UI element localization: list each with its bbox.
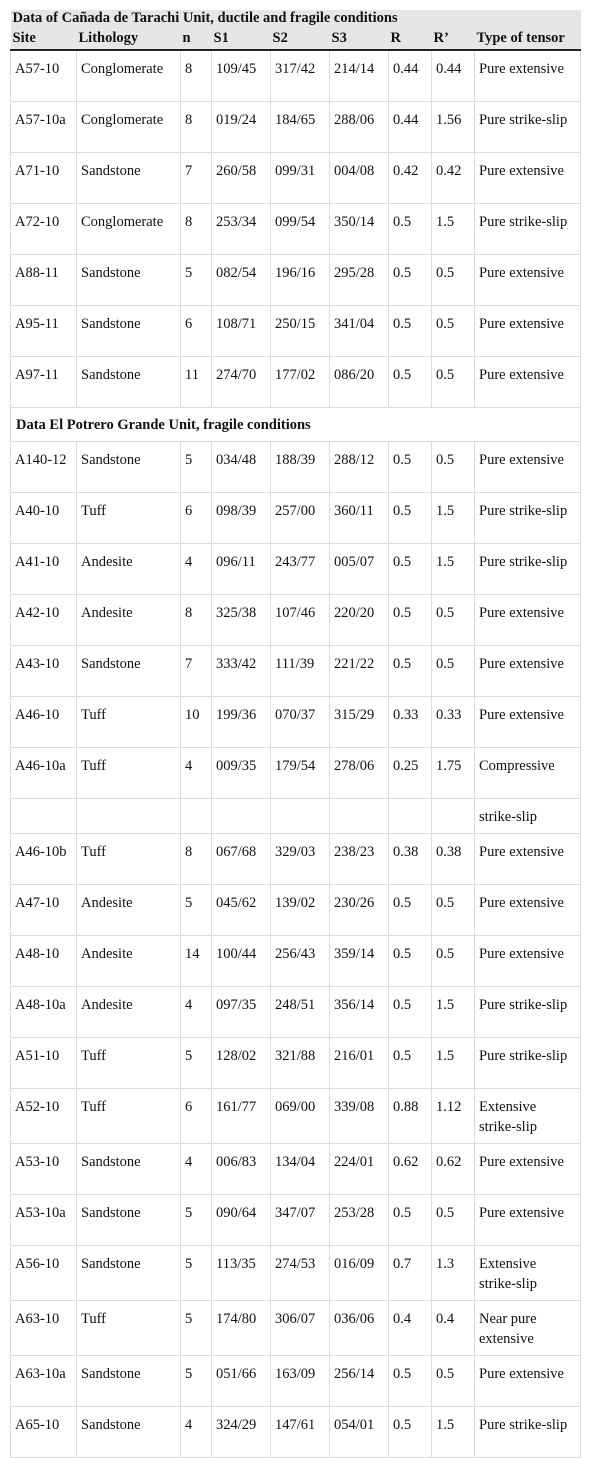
cell-s1: 333/42 (212, 645, 271, 696)
cell-r: 0.25 (389, 747, 432, 798)
cell-lithology: Sandstone (77, 1194, 181, 1245)
cell-r-prime: 0.5 (432, 935, 475, 986)
cell-site: A56-10 (11, 1245, 77, 1300)
cell-s3 (330, 798, 389, 833)
cell-lithology: Sandstone (77, 1143, 181, 1194)
cell-site: A48-10a (11, 986, 77, 1037)
cell-n: 7 (181, 645, 212, 696)
cell-n: 5 (181, 1355, 212, 1406)
cell-s1: 051/66 (212, 1355, 271, 1406)
cell-s1: 260/58 (212, 152, 271, 203)
cell-r: 0.5 (389, 356, 432, 407)
cell-s1: 128/02 (212, 1037, 271, 1088)
cell-s1: 009/35 (212, 747, 271, 798)
cell-type-of-tensor: Extensive strike-slip (475, 1245, 581, 1300)
cell-site: A43-10 (11, 645, 77, 696)
cell-r: 0.38 (389, 833, 432, 884)
cell-s3: 256/14 (330, 1355, 389, 1406)
header-type-of-tensor: Type of tensor (475, 27, 581, 50)
cell-n: 5 (181, 1245, 212, 1300)
table-body (11, 50, 581, 1457)
cell-s2: 070/37 (271, 696, 330, 747)
cell-lithology: Sandstone (77, 254, 181, 305)
cell-s3: 221/22 (330, 645, 389, 696)
header-s1: S1 (212, 27, 271, 50)
table-row (11, 305, 581, 356)
cell-r-prime: 0.5 (432, 1194, 475, 1245)
cell-s3: 341/04 (330, 305, 389, 356)
table-row (11, 492, 581, 543)
cell-r: 0.5 (389, 935, 432, 986)
cell-s2: 139/02 (271, 884, 330, 935)
cell-lithology: Andesite (77, 935, 181, 986)
cell-s1: 253/34 (212, 203, 271, 254)
cell-s1: 006/83 (212, 1143, 271, 1194)
cell-site: A57-10a (11, 101, 77, 152)
cell-n: 8 (181, 594, 212, 645)
cell-r-prime: 0.5 (432, 356, 475, 407)
cell-site: A57-10 (11, 50, 77, 101)
cell-lithology: Tuff (77, 747, 181, 798)
cell-site: A95-11 (11, 305, 77, 356)
cell-r-prime: 1.12 (432, 1088, 475, 1143)
cell-r-prime: 1.5 (432, 986, 475, 1037)
cell-s2: 107/46 (271, 594, 330, 645)
table-row (11, 1355, 581, 1406)
cell-s1: 100/44 (212, 935, 271, 986)
cell-lithology: Sandstone (77, 645, 181, 696)
cell-s1: 082/54 (212, 254, 271, 305)
cell-lithology: Conglomerate (77, 50, 181, 101)
table-row (11, 1406, 581, 1457)
cell-r-prime: 0.5 (432, 884, 475, 935)
cell-s3: 356/14 (330, 986, 389, 1037)
cell-type-of-tensor: Pure extensive (475, 1355, 581, 1406)
cell-lithology: Sandstone (77, 356, 181, 407)
cell-s1: 034/48 (212, 441, 271, 492)
cell-s3: 224/01 (330, 1143, 389, 1194)
cell-s2: 111/39 (271, 645, 330, 696)
cell-n: 11 (181, 356, 212, 407)
cell-n: 5 (181, 254, 212, 305)
cell-n: 7 (181, 152, 212, 203)
cell-r: 0.5 (389, 884, 432, 935)
cell-r: 0.44 (389, 101, 432, 152)
table-row (11, 696, 581, 747)
cell-s3: 005/07 (330, 543, 389, 594)
cell-s2: 274/53 (271, 1245, 330, 1300)
cell-r: 0.5 (389, 645, 432, 696)
cell-s2: 329/03 (271, 833, 330, 884)
cell-r-prime: 0.33 (432, 696, 475, 747)
cell-site: A52-10 (11, 1088, 77, 1143)
cell-s1: 067/68 (212, 833, 271, 884)
cell-s1: 109/45 (212, 50, 271, 101)
cell-s1: 090/64 (212, 1194, 271, 1245)
header-s2: S2 (271, 27, 330, 50)
cell-s2: 317/42 (271, 50, 330, 101)
header-site: Site (11, 27, 77, 50)
cell-s2: 250/15 (271, 305, 330, 356)
cell-s3: 216/01 (330, 1037, 389, 1088)
cell-site: A46-10b (11, 833, 77, 884)
cell-lithology (77, 798, 181, 833)
cell-lithology: Tuff (77, 1037, 181, 1088)
cell-lithology: Tuff (77, 1088, 181, 1143)
cell-lithology: Andesite (77, 543, 181, 594)
data-table-container (10, 10, 580, 1458)
cell-s1: 097/35 (212, 986, 271, 1037)
cell-s3: 350/14 (330, 203, 389, 254)
cell-n: 4 (181, 543, 212, 594)
cell-type-of-tensor: Pure extensive (475, 441, 581, 492)
cell-site: A47-10 (11, 884, 77, 935)
table-row (11, 203, 581, 254)
table-row (11, 1037, 581, 1088)
cell-s3: 054/01 (330, 1406, 389, 1457)
cell-lithology: Tuff (77, 833, 181, 884)
table-header-row (11, 27, 581, 50)
table-row (11, 1194, 581, 1245)
cell-type-of-tensor: Pure strike-slip (475, 1406, 581, 1457)
cell-type-of-tensor: Compressive (475, 747, 581, 798)
cell-n: 4 (181, 986, 212, 1037)
table-row (11, 833, 581, 884)
table-row (11, 1088, 581, 1143)
section-header-row (11, 407, 581, 441)
cell-n: 5 (181, 1194, 212, 1245)
table-row (11, 645, 581, 696)
header-n: n (181, 27, 212, 50)
cell-s2: 243/77 (271, 543, 330, 594)
cell-s1: 108/71 (212, 305, 271, 356)
cell-r: 0.5 (389, 594, 432, 645)
cell-lithology: Sandstone (77, 1245, 181, 1300)
cell-site: A53-10 (11, 1143, 77, 1194)
cell-r: 0.5 (389, 305, 432, 356)
cell-n: 5 (181, 441, 212, 492)
table-row (11, 798, 581, 833)
cell-site (11, 798, 77, 833)
header-r-prime: R’ (432, 27, 475, 50)
cell-type-of-tensor: Pure extensive (475, 1194, 581, 1245)
cell-type-of-tensor: Pure strike-slip (475, 203, 581, 254)
cell-s2: 184/65 (271, 101, 330, 152)
cell-s3: 220/20 (330, 594, 389, 645)
cell-type-of-tensor: Pure strike-slip (475, 1037, 581, 1088)
cell-n: 10 (181, 696, 212, 747)
cell-s2: 196/16 (271, 254, 330, 305)
cell-r: 0.5 (389, 492, 432, 543)
table-row (11, 884, 581, 935)
header-lithology: Lithology (77, 27, 181, 50)
cell-s3: 016/09 (330, 1245, 389, 1300)
cell-r: 0.5 (389, 543, 432, 594)
cell-r-prime: 1.5 (432, 1406, 475, 1457)
header-s3: S3 (330, 27, 389, 50)
cell-r-prime: 0.38 (432, 833, 475, 884)
cell-n: 4 (181, 747, 212, 798)
cell-r-prime: 0.44 (432, 50, 475, 101)
cell-site: A88-11 (11, 254, 77, 305)
cell-lithology: Andesite (77, 884, 181, 935)
table-row (11, 152, 581, 203)
cell-s3: 086/20 (330, 356, 389, 407)
cell-r-prime: 1.56 (432, 101, 475, 152)
cell-r: 0.33 (389, 696, 432, 747)
cell-s3: 339/08 (330, 1088, 389, 1143)
table-row (11, 254, 581, 305)
cell-r (389, 798, 432, 833)
cell-r-prime: 1.5 (432, 1037, 475, 1088)
cell-type-of-tensor: Pure strike-slip (475, 492, 581, 543)
cell-type-of-tensor: Pure extensive (475, 1143, 581, 1194)
cell-s3: 359/14 (330, 935, 389, 986)
cell-s1: 161/77 (212, 1088, 271, 1143)
cell-type-of-tensor: Pure strike-slip (475, 986, 581, 1037)
cell-s3: 288/06 (330, 101, 389, 152)
cell-n (181, 798, 212, 833)
table-row (11, 441, 581, 492)
section-title: Data El Potrero Grande Unit, fragile conditions (11, 407, 581, 441)
cell-s3: 315/29 (330, 696, 389, 747)
cell-r: 0.5 (389, 986, 432, 1037)
cell-r: 0.4 (389, 1300, 432, 1355)
table-row (11, 1143, 581, 1194)
cell-lithology: Tuff (77, 492, 181, 543)
cell-s2: 321/88 (271, 1037, 330, 1088)
table-caption-row (11, 10, 581, 27)
cell-n: 8 (181, 203, 212, 254)
cell-site: A71-10 (11, 152, 77, 203)
cell-n: 14 (181, 935, 212, 986)
cell-s3: 214/14 (330, 50, 389, 101)
cell-n: 6 (181, 305, 212, 356)
cell-r-prime: 1.5 (432, 203, 475, 254)
cell-site: A63-10 (11, 1300, 77, 1355)
cell-site: A42-10 (11, 594, 77, 645)
cell-type-of-tensor: Pure extensive (475, 50, 581, 101)
cell-s1: 045/62 (212, 884, 271, 935)
cell-s1: 325/38 (212, 594, 271, 645)
cell-type-of-tensor: Pure extensive (475, 935, 581, 986)
cell-r-prime: 0.5 (432, 441, 475, 492)
cell-s2: 188/39 (271, 441, 330, 492)
cell-r-prime: 1.5 (432, 492, 475, 543)
table-row (11, 1300, 581, 1355)
table-row (11, 50, 581, 101)
cell-s1: 019/24 (212, 101, 271, 152)
cell-s1: 174/80 (212, 1300, 271, 1355)
cell-r: 0.88 (389, 1088, 432, 1143)
cell-r: 0.7 (389, 1245, 432, 1300)
cell-n: 8 (181, 101, 212, 152)
cell-n: 5 (181, 884, 212, 935)
table-row (11, 101, 581, 152)
cell-n: 8 (181, 833, 212, 884)
cell-site: A140-12 (11, 441, 77, 492)
cell-s3: 295/28 (330, 254, 389, 305)
cell-n: 4 (181, 1406, 212, 1457)
cell-s2 (271, 798, 330, 833)
stress-tensor-table (10, 10, 581, 1458)
cell-lithology: Sandstone (77, 441, 181, 492)
cell-type-of-tensor: Pure extensive (475, 884, 581, 935)
cell-s1: 199/36 (212, 696, 271, 747)
cell-r: 0.44 (389, 50, 432, 101)
cell-lithology: Sandstone (77, 1406, 181, 1457)
cell-n: 5 (181, 1300, 212, 1355)
cell-lithology: Conglomerate (77, 203, 181, 254)
cell-lithology: Sandstone (77, 305, 181, 356)
cell-s2: 257/00 (271, 492, 330, 543)
cell-s1 (212, 798, 271, 833)
cell-s2: 099/31 (271, 152, 330, 203)
cell-r: 0.5 (389, 254, 432, 305)
cell-s1: 113/35 (212, 1245, 271, 1300)
table-row (11, 1245, 581, 1300)
cell-s3: 253/28 (330, 1194, 389, 1245)
cell-s2: 177/02 (271, 356, 330, 407)
cell-n: 6 (181, 492, 212, 543)
cell-type-of-tensor: Pure strike-slip (475, 543, 581, 594)
cell-site: A51-10 (11, 1037, 77, 1088)
table-row (11, 543, 581, 594)
cell-type-of-tensor: Pure extensive (475, 696, 581, 747)
cell-r: 0.5 (389, 1355, 432, 1406)
cell-r: 0.5 (389, 1037, 432, 1088)
cell-lithology: Sandstone (77, 1355, 181, 1406)
cell-s1: 098/39 (212, 492, 271, 543)
cell-site: A63-10a (11, 1355, 77, 1406)
table-row (11, 356, 581, 407)
cell-r-prime: 0.5 (432, 645, 475, 696)
cell-r-prime: 0.5 (432, 254, 475, 305)
cell-s2: 179/54 (271, 747, 330, 798)
header-r: R (389, 27, 432, 50)
table-row (11, 935, 581, 986)
cell-r-prime: 1.3 (432, 1245, 475, 1300)
cell-type-of-tensor: Pure extensive (475, 152, 581, 203)
cell-n: 5 (181, 1037, 212, 1088)
cell-s3: 288/12 (330, 441, 389, 492)
cell-site: A72-10 (11, 203, 77, 254)
cell-type-of-tensor: Pure extensive (475, 356, 581, 407)
cell-s3: 238/23 (330, 833, 389, 884)
cell-r-prime: 0.5 (432, 305, 475, 356)
cell-r-prime (432, 798, 475, 833)
table-caption: Data of Cañada de Tarachi Unit, ductile and fragile conditions (11, 10, 581, 27)
cell-lithology: Tuff (77, 696, 181, 747)
cell-s2: 306/07 (271, 1300, 330, 1355)
cell-n: 6 (181, 1088, 212, 1143)
cell-site: A41-10 (11, 543, 77, 594)
cell-r-prime: 1.75 (432, 747, 475, 798)
cell-s2: 147/61 (271, 1406, 330, 1457)
cell-s3: 278/06 (330, 747, 389, 798)
cell-r: 0.42 (389, 152, 432, 203)
cell-type-of-tensor: Pure extensive (475, 833, 581, 884)
cell-lithology: Sandstone (77, 152, 181, 203)
cell-r-prime: 0.62 (432, 1143, 475, 1194)
cell-site: A46-10a (11, 747, 77, 798)
cell-s2: 069/00 (271, 1088, 330, 1143)
cell-r-prime: 0.4 (432, 1300, 475, 1355)
cell-r: 0.5 (389, 203, 432, 254)
cell-s2: 099/54 (271, 203, 330, 254)
cell-site: A97-11 (11, 356, 77, 407)
cell-r: 0.5 (389, 1406, 432, 1457)
cell-lithology: Andesite (77, 594, 181, 645)
cell-s3: 230/26 (330, 884, 389, 935)
cell-n: 4 (181, 1143, 212, 1194)
cell-r-prime: 0.5 (432, 1355, 475, 1406)
cell-type-of-tensor: Extensive strike-slip (475, 1088, 581, 1143)
cell-r: 0.62 (389, 1143, 432, 1194)
cell-site: A46-10 (11, 696, 77, 747)
cell-lithology: Tuff (77, 1300, 181, 1355)
cell-type-of-tensor: Pure strike-slip (475, 101, 581, 152)
cell-s2: 347/07 (271, 1194, 330, 1245)
cell-type-of-tensor: Near pure extensive (475, 1300, 581, 1355)
cell-s1: 096/11 (212, 543, 271, 594)
cell-site: A40-10 (11, 492, 77, 543)
cell-s3: 036/06 (330, 1300, 389, 1355)
table-row (11, 594, 581, 645)
cell-type-of-tensor: Pure extensive (475, 594, 581, 645)
cell-s3: 004/08 (330, 152, 389, 203)
cell-s2: 163/09 (271, 1355, 330, 1406)
cell-type-of-tensor: Pure extensive (475, 645, 581, 696)
cell-site: A48-10 (11, 935, 77, 986)
cell-n: 8 (181, 50, 212, 101)
cell-type-of-tensor: Pure extensive (475, 254, 581, 305)
cell-s1: 324/29 (212, 1406, 271, 1457)
cell-r: 0.5 (389, 441, 432, 492)
cell-site: A65-10 (11, 1406, 77, 1457)
table-row (11, 986, 581, 1037)
cell-r: 0.5 (389, 1194, 432, 1245)
cell-s3: 360/11 (330, 492, 389, 543)
cell-type-of-tensor: Pure extensive (475, 305, 581, 356)
cell-type-of-tensor: strike-slip (475, 798, 581, 833)
cell-s2: 256/43 (271, 935, 330, 986)
cell-r-prime: 1.5 (432, 543, 475, 594)
cell-s2: 248/51 (271, 986, 330, 1037)
cell-s2: 134/04 (271, 1143, 330, 1194)
table-row (11, 747, 581, 798)
cell-r-prime: 0.5 (432, 594, 475, 645)
cell-lithology: Conglomerate (77, 101, 181, 152)
cell-site: A53-10a (11, 1194, 77, 1245)
cell-r-prime: 0.42 (432, 152, 475, 203)
cell-lithology: Andesite (77, 986, 181, 1037)
cell-s1: 274/70 (212, 356, 271, 407)
